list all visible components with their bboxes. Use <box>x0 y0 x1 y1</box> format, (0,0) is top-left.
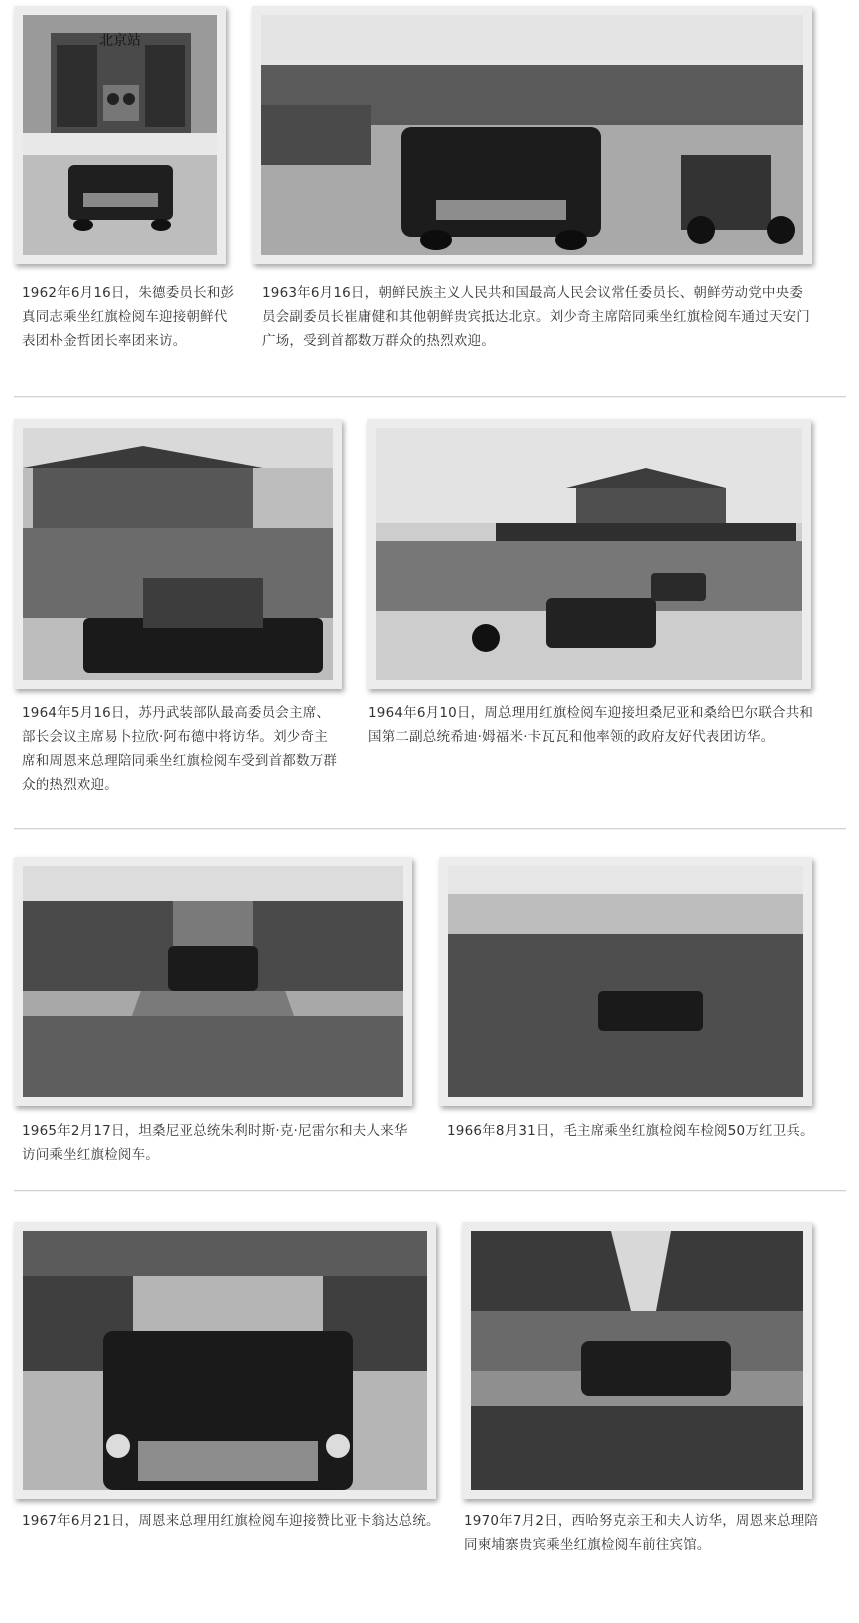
section-divider-3 <box>14 1190 846 1191</box>
caption-1965-02-17: 1965年2月17日，坦桑尼亚总统朱利时斯·克·尼雷尔和夫人来华访问乘坐红旗检阅车。 <box>22 1123 408 1163</box>
section-divider-2 <box>14 828 846 829</box>
caption-1962-06-16: 1962年6月16日，朱德委员长和彭真同志乘坐红旗检阅车迎接朝鲜代表团朴金哲团长率团来访。 <box>22 285 235 349</box>
photo-parade-car-1963 <box>252 6 812 264</box>
caption-1964-06-10: 1964年6月10日，周总理用红旗检阅车迎接坦桑尼亚和桑给巴尔联合共和国第二副总统希迪·姆福米·卡瓦瓦和他率领的政府友好代表团访华。 <box>368 705 814 745</box>
caption-1963-06-16: 1963年6月16日，朝鲜民族主义人民共和国最高人民会议常任委员长、朝鲜劳动党中央委员会副委员长崔庸健和其他朝鲜贵宾抵达北京。刘少奇主席陪同乘坐红旗检阅车通过天安门广场，受到首都数万群众的热烈欢迎。 <box>262 285 810 349</box>
photo-tanzania-visit-1965 <box>14 857 412 1106</box>
caption-1966-08-31: 1966年8月31日，毛主席乘坐红旗检阅车检阅50万红卫兵。 <box>447 1123 814 1139</box>
photo-zambia-visit-1967 <box>14 1222 436 1499</box>
caption-1964-05-16: 1964年5月16日，苏丹武装部队最高委员会主席、部长会议主席易卜拉欣·阿布德中将访华。刘少奇主席和周恩来总理陪同乘坐红旗检阅车受到首都数万群众的热烈欢迎。 <box>22 705 338 793</box>
photo-sudan-visit-1964 <box>14 419 342 689</box>
caption-1970-07-02: 1970年7月2日，西哈努克亲王和夫人访华，周恩来总理陪同柬埔寨贵宾乘坐红旗检阅车前往宾馆。 <box>464 1513 819 1553</box>
photo-red-guards-review-1966 <box>439 857 812 1106</box>
photo-beijing-station-1962 <box>14 6 226 264</box>
section-divider-1 <box>14 396 846 397</box>
station-sign: 北京站 <box>99 33 141 49</box>
caption-1967-06-21: 1967年6月21日，周恩来总理用红旗检阅车迎接赞比亚卡翁达总统。 <box>22 1513 440 1529</box>
photo-tiananmen-1964 <box>367 419 811 689</box>
photo-cambodia-visit-1970 <box>462 1222 812 1499</box>
